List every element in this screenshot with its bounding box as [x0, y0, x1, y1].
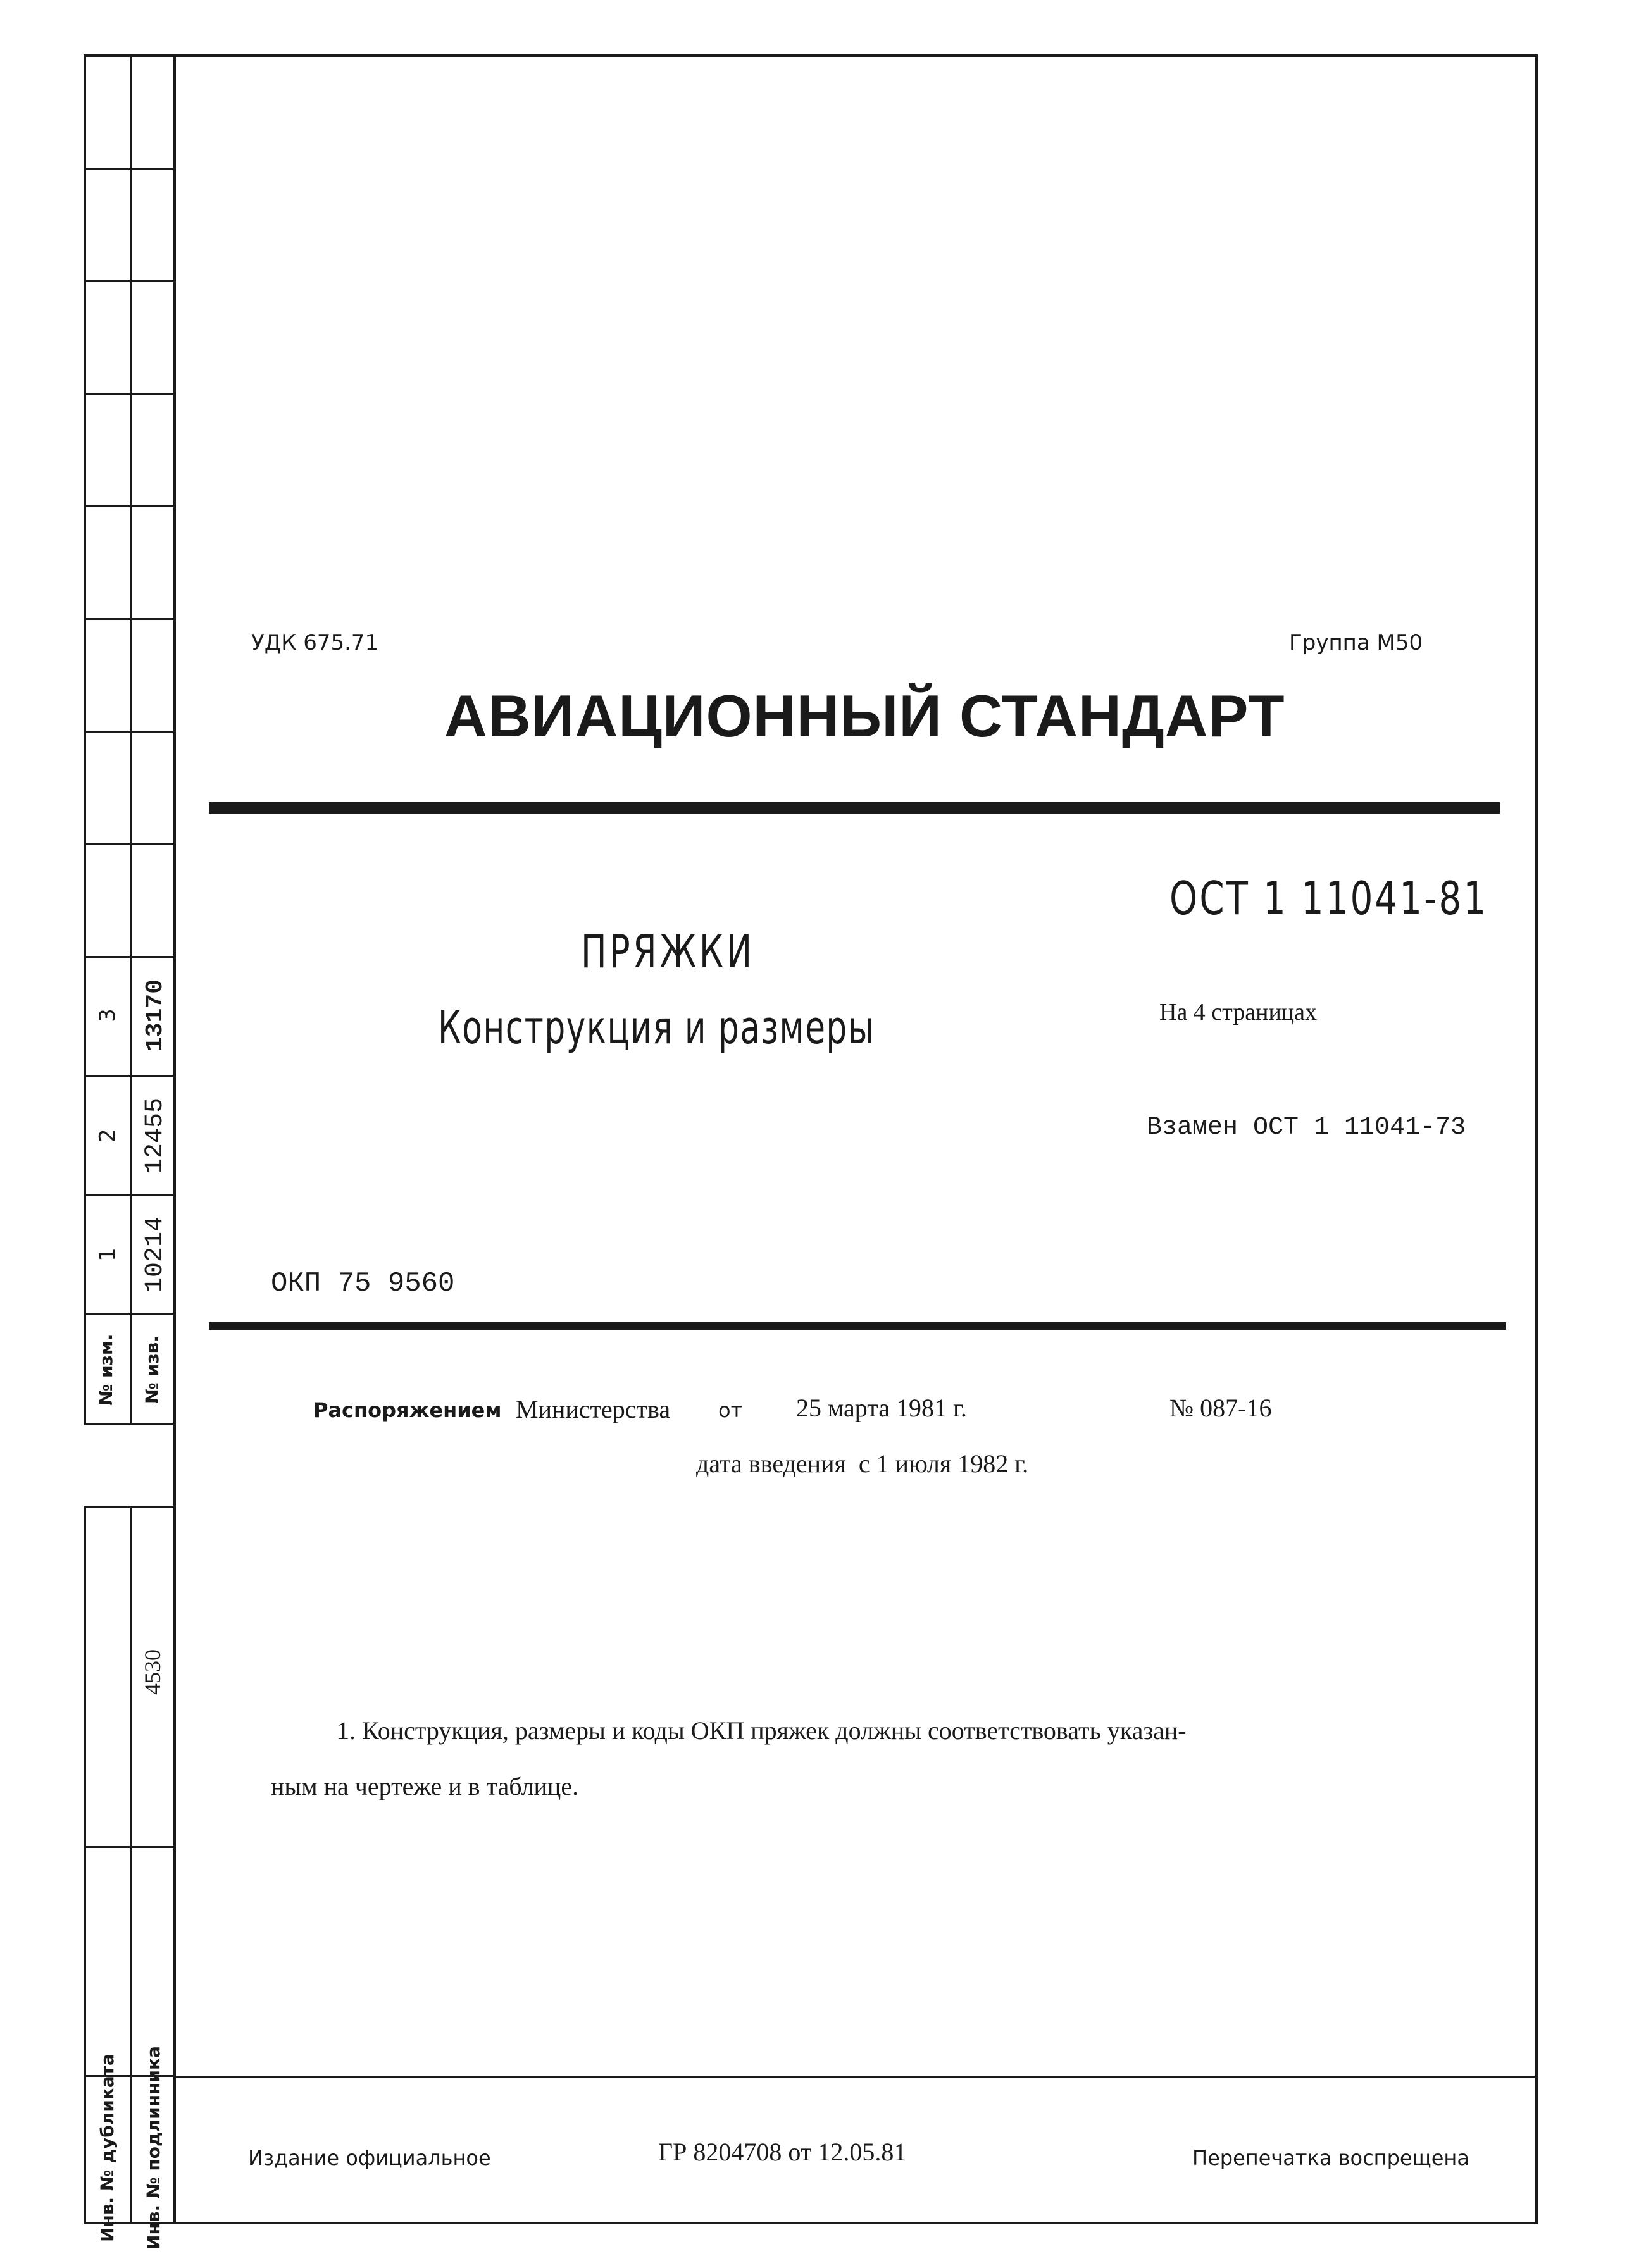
okp-code: ОКП 75 9560 [271, 1268, 455, 1299]
introduction-date: дата введения с 1 июля 1982 г. [696, 1449, 1029, 1478]
order-date: 25 марта 1981 г. [796, 1394, 967, 1422]
footer-registration: ГР 8204708 от 12.05.81 [658, 2138, 907, 2166]
margin-doc-num-12455: 12455 [141, 1097, 170, 1174]
margin-grid-line [130, 168, 175, 170]
frame-top [84, 54, 1538, 57]
footer-edition: Издание официальное [248, 2146, 491, 2170]
margin-grid-line-full [84, 843, 130, 845]
margin-divider-upper [130, 54, 132, 1425]
margin-grid-line [130, 731, 175, 733]
margin-grid-line [130, 505, 175, 507]
margin-grid-line-full [84, 956, 176, 958]
footer-rule [173, 2076, 1538, 2078]
margin-doc-num-13170: 13170 [142, 979, 169, 1052]
margin-change-label: № изм. [96, 1334, 116, 1406]
margin-doc-label: № изв. [142, 1335, 163, 1404]
replaces-standard: Взамен ОСТ 1 11041-73 [1147, 1113, 1466, 1142]
margin-box2-top [84, 1506, 176, 1508]
order-number: № 087-16 [1169, 1394, 1272, 1422]
margin-grid-line-full [84, 618, 130, 620]
margin-grid-line [130, 393, 175, 395]
margin-inv-original-label: Инв. № подлинника [143, 2046, 164, 2250]
margin-inv-original-value: 4530 [140, 1649, 165, 1695]
frame-right [1535, 54, 1538, 2224]
title-rule [209, 802, 1500, 814]
order-from: от [718, 1398, 743, 1422]
margin-grid-line-full [84, 505, 130, 507]
order-ministry: Министерства [516, 1395, 671, 1423]
margin-grid-line [130, 618, 175, 620]
udk-code: УДК 675.71 [251, 630, 379, 655]
standard-number: ОСТ 1 11041-81 [1169, 872, 1488, 925]
frame-left-lower [84, 1506, 86, 2224]
margin-grid-line-full [84, 731, 130, 733]
footer-reprint: Перепечатка воспрещена [1192, 2146, 1469, 2170]
margin-change-num-1: 1 [95, 1248, 120, 1261]
margin-grid-line-full [84, 393, 130, 395]
margin-grid-line-full [84, 1846, 176, 1848]
margin-change-num-2: 2 [95, 1129, 120, 1143]
margin-box-bottom [84, 1423, 176, 1425]
subject-name: ПРЯЖКИ [581, 925, 755, 978]
margin-grid-line-full [84, 168, 130, 170]
margin-inv-duplicate-label: Инв. № дубликата [97, 2054, 118, 2242]
margin-grid-line [130, 280, 175, 282]
frame-bottom [84, 2222, 1538, 2224]
margin-grid-line [130, 843, 175, 845]
group-code: Группа М50 [1289, 630, 1423, 655]
okp-rule [209, 1322, 1506, 1330]
page-title: АВИАЦИОННЫЙ СТАНДАРТ [444, 683, 1285, 749]
frame-inner-left [173, 54, 176, 2224]
subject-subtitle: Конструкция и размеры [438, 1001, 875, 1054]
order-label: Распоряжением [313, 1398, 502, 1422]
body-paragraph-line1: 1. Конструкция, размеры и коды ОКП пряжек должны соответствовать указан- [337, 1716, 1187, 1745]
margin-grid-line-full [84, 280, 130, 282]
page-count: На 4 страницах [1159, 999, 1317, 1026]
body-paragraph-line2: ным на чертеже и в таблице. [271, 1772, 579, 1800]
margin-divider-lower [130, 1506, 132, 2224]
margin-change-num-3: 3 [95, 1008, 120, 1022]
frame-left [84, 54, 86, 1425]
margin-doc-num-10214: 10214 [141, 1216, 170, 1293]
